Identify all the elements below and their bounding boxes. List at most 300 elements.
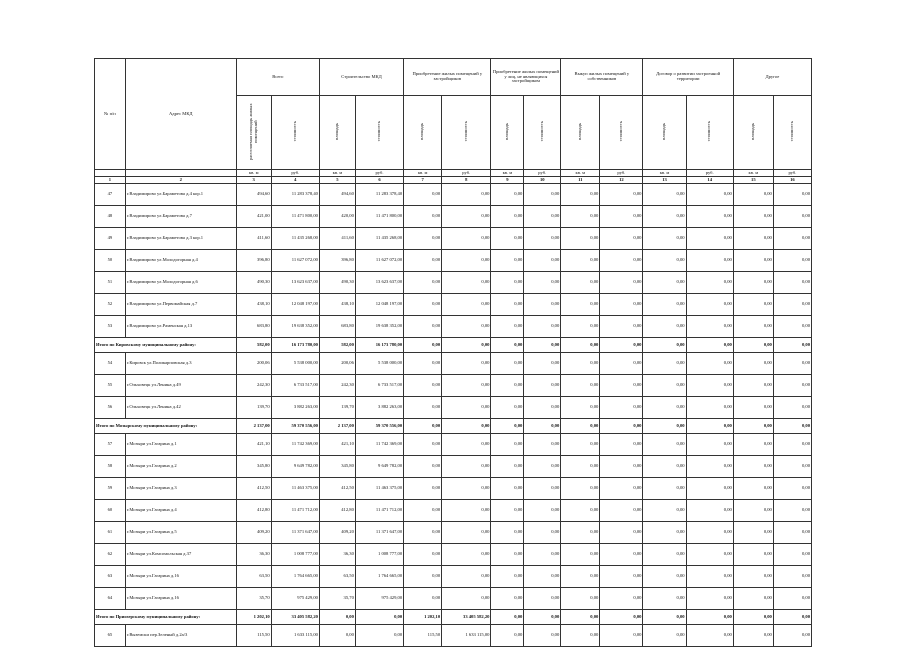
value-cell: 0,00 (773, 272, 811, 294)
value-cell: 438,10 (319, 294, 355, 316)
value-cell: 0,00 (643, 588, 686, 610)
value-cell: 0,00 (773, 544, 811, 566)
value-cell: 0,00 (686, 588, 733, 610)
value-cell: 0,00 (643, 566, 686, 588)
table-row (95, 397, 812, 419)
value-cell: 0,00 (643, 228, 686, 250)
subheader-area: площадь (561, 96, 600, 170)
table-row (95, 272, 812, 294)
value-cell: 63,50 (319, 566, 355, 588)
value-cell: 0,00 (733, 419, 773, 434)
value-cell: 0,00 (733, 353, 773, 375)
address-cell: г.Владимирово ул.Бараметова д.7 (125, 206, 236, 228)
value-cell: 0,00 (524, 500, 561, 522)
value-cell: 0,00 (773, 184, 811, 206)
subheader-cost: стоимость (442, 96, 491, 170)
unit-cell: руб. (773, 170, 811, 177)
value-cell: 12 048 197,00 (355, 294, 403, 316)
address-cell: г.Ольховецк ул.Ленина д.42 (125, 397, 236, 419)
value-cell: 0,00 (643, 397, 686, 419)
row-number-cell: 50 (95, 250, 126, 272)
value-cell: 0,00 (686, 338, 733, 353)
value-cell: 11 283 378,40 (355, 184, 403, 206)
value-cell: 11 371 647,00 (355, 522, 403, 544)
unit-cell: руб. (600, 170, 643, 177)
value-cell: 0,00 (524, 338, 561, 353)
value-cell: 0,00 (561, 625, 600, 647)
value-cell: 420,00 (319, 206, 355, 228)
value-cell: 0,00 (491, 588, 524, 610)
value-cell: 0,00 (491, 184, 524, 206)
value-cell: 0,00 (491, 544, 524, 566)
unit-cell (95, 170, 126, 177)
value-cell: 0,00 (442, 478, 491, 500)
value-cell: 200,06 (236, 353, 271, 375)
value-cell: 0,00 (561, 250, 600, 272)
unit-cell: кв. м (491, 170, 524, 177)
value-cell: 59 370 556,00 (355, 419, 403, 434)
value-cell: 0,00 (491, 294, 524, 316)
value-cell: 582,00 (236, 338, 271, 353)
value-cell: 0,00 (442, 294, 491, 316)
row-number-cell: 62 (95, 544, 126, 566)
table-row (95, 206, 812, 228)
value-cell: 683,80 (319, 316, 355, 338)
value-cell: 0,00 (733, 434, 773, 456)
subtotal-label: Итого по Мозырскому муниципальному району: (95, 419, 237, 434)
value-cell: 421,10 (236, 434, 271, 456)
value-cell: 0,00 (773, 338, 811, 353)
table-row (95, 250, 812, 272)
row-number-cell: 54 (95, 353, 126, 375)
value-cell: 0,00 (524, 206, 561, 228)
address-cell: г.Владимирово ул.Бараметова д.4 кор.1 (125, 184, 236, 206)
address-cell: г.Мозыри ул.Гагарина д.1 (125, 434, 236, 456)
subtotal-label: Итого по Приозерскому муниципальному району: (95, 610, 237, 625)
value-cell: 0,00 (404, 206, 442, 228)
value-cell: 0,00 (404, 338, 442, 353)
value-cell: 0,00 (442, 419, 491, 434)
resettlement-table (94, 58, 812, 647)
value-cell: 0,00 (404, 184, 442, 206)
unit-cell: кв. м (319, 170, 355, 177)
value-cell: 36,30 (319, 544, 355, 566)
column-number-cell: 7 (404, 177, 442, 184)
table-row (95, 375, 812, 397)
value-cell: 0,00 (600, 625, 643, 647)
value-cell: 1 202,10 (236, 610, 271, 625)
value-cell: 0,00 (643, 522, 686, 544)
value-cell: 0,00 (524, 610, 561, 625)
value-cell: 0,00 (643, 478, 686, 500)
value-cell: 11 627 072,00 (355, 250, 403, 272)
unit-cell: кв. м (236, 170, 271, 177)
value-cell: 9 649 782,00 (355, 456, 403, 478)
value-cell: 0,00 (561, 206, 600, 228)
value-cell: 0,00 (600, 500, 643, 522)
value-cell: 0,00 (442, 500, 491, 522)
value-cell: 0,00 (524, 272, 561, 294)
table-row (95, 625, 812, 647)
column-number-cell: 5 (319, 177, 355, 184)
value-cell: 0,00 (404, 397, 442, 419)
value-cell: 0,00 (491, 500, 524, 522)
value-cell: 0,00 (643, 250, 686, 272)
unit-cell: кв. м (404, 170, 442, 177)
header-group-other-purchase: Приобретение жилых помещений у лиц, не являющихся застройщиком (491, 59, 561, 96)
value-cell: 0,00 (733, 375, 773, 397)
address-cell: г.Мозыри ул.Гагарина д.2 (125, 456, 236, 478)
column-number-cell: 13 (643, 177, 686, 184)
value-cell: 0,00 (686, 206, 733, 228)
column-number-cell: 12 (600, 177, 643, 184)
value-cell: 0,00 (600, 184, 643, 206)
value-cell: 412,50 (236, 478, 271, 500)
unit-cell: кв. м (643, 170, 686, 177)
value-cell: 0,00 (733, 625, 773, 647)
value-cell: 490,30 (236, 272, 271, 294)
subtotal-row (95, 338, 812, 353)
table-row (95, 588, 812, 610)
value-cell: 5 538 000,00 (271, 353, 319, 375)
value-cell: 0,00 (773, 625, 811, 647)
value-cell: 0,00 (524, 228, 561, 250)
value-cell: 0,00 (686, 316, 733, 338)
value-cell: 0,00 (773, 316, 811, 338)
value-cell: 0,00 (404, 375, 442, 397)
value-cell: 0,00 (491, 316, 524, 338)
value-cell: 0,00 (491, 625, 524, 647)
value-cell: 0,00 (561, 522, 600, 544)
value-cell: 0,00 (561, 397, 600, 419)
value-cell: 494,60 (236, 184, 271, 206)
subheader-area: площадь (404, 96, 442, 170)
header-number: № п/п (95, 59, 126, 170)
column-number-cell: 14 (686, 177, 733, 184)
header-group-other: Другое (733, 59, 811, 96)
value-cell: 0,00 (404, 353, 442, 375)
value-cell: 0,00 (355, 625, 403, 647)
value-cell: 11 435 268,00 (355, 228, 403, 250)
value-cell: 0,00 (733, 566, 773, 588)
value-cell: 0,00 (491, 522, 524, 544)
header-group-developer-purchase: Приобретение жилых помещений у застройщиков (404, 59, 491, 96)
value-cell: 421,00 (236, 206, 271, 228)
value-cell: 0,00 (733, 610, 773, 625)
address-cell: г.Ольховецк ул.Ленина д.49 (125, 375, 236, 397)
value-cell: 0,00 (733, 250, 773, 272)
value-cell: 0,00 (524, 434, 561, 456)
row-number-cell: 48 (95, 206, 126, 228)
value-cell: 139,70 (319, 397, 355, 419)
value-cell: 0,00 (491, 397, 524, 419)
value-cell: 0,00 (404, 272, 442, 294)
value-cell: 0,00 (442, 588, 491, 610)
row-number-cell: 49 (95, 228, 126, 250)
value-cell: 0,00 (643, 184, 686, 206)
value-cell: 0,00 (686, 184, 733, 206)
value-cell: 0,00 (491, 419, 524, 434)
value-cell: 0,00 (733, 338, 773, 353)
column-number-cell: 15 (733, 177, 773, 184)
value-cell: 0,00 (524, 544, 561, 566)
value-cell: 0,00 (686, 250, 733, 272)
value-cell: 0,00 (733, 397, 773, 419)
header-group-development-agreement: Договор о развитии застроенной территории (643, 59, 733, 96)
value-cell: 1 764 665,00 (355, 566, 403, 588)
value-cell: 11 463 375,00 (355, 478, 403, 500)
value-cell: 0,00 (773, 566, 811, 588)
address-cell: г.Владимирово ул.Бараметова д.3 кор.1 (125, 228, 236, 250)
value-cell: 975 429,00 (271, 588, 319, 610)
value-cell: 411,60 (236, 228, 271, 250)
value-cell: 0,00 (733, 478, 773, 500)
value-cell: 2 137,00 (319, 419, 355, 434)
value-cell: 139,70 (236, 397, 271, 419)
header-group-construction: Строительство МКД (319, 59, 403, 96)
value-cell: 6 733 517,00 (355, 375, 403, 397)
value-cell: 345,80 (319, 456, 355, 478)
value-cell: 0,00 (442, 338, 491, 353)
value-cell: 0,00 (643, 500, 686, 522)
value-cell: 0,00 (643, 434, 686, 456)
value-cell: 0,00 (404, 456, 442, 478)
value-cell: 5 538 000,00 (355, 353, 403, 375)
column-number-cell: 9 (491, 177, 524, 184)
value-cell: 0,00 (524, 625, 561, 647)
address-cell: г.Мозыри ул.Гагарина д.16 (125, 566, 236, 588)
value-cell: 0,00 (561, 478, 600, 500)
value-cell: 0,00 (561, 353, 600, 375)
value-cell: 0,00 (733, 456, 773, 478)
value-cell: 0,00 (600, 228, 643, 250)
value-cell: 0,00 (733, 500, 773, 522)
column-number-cell: 3 (236, 177, 271, 184)
value-cell: 0,00 (686, 434, 733, 456)
value-cell: 0,00 (561, 228, 600, 250)
value-cell: 0,00 (442, 456, 491, 478)
value-cell: 0,00 (404, 228, 442, 250)
value-cell: 0,00 (773, 397, 811, 419)
value-cell: 0,00 (491, 206, 524, 228)
value-cell: 0,00 (643, 338, 686, 353)
value-cell: 9 649 782,00 (271, 456, 319, 478)
row-number-cell: 56 (95, 397, 126, 419)
table-row (95, 353, 812, 375)
value-cell: 115,50 (236, 625, 271, 647)
value-cell: 0,00 (733, 588, 773, 610)
value-cell: 0,00 (733, 184, 773, 206)
value-cell: 0,00 (442, 272, 491, 294)
value-cell: 0,00 (404, 544, 442, 566)
value-cell: 0,00 (442, 206, 491, 228)
value-cell: 409,20 (319, 522, 355, 544)
value-cell: 0,00 (686, 610, 733, 625)
value-cell: 396,80 (236, 250, 271, 272)
subheader-area: площадь (491, 96, 524, 170)
value-cell: 0,00 (442, 375, 491, 397)
unit-cell (125, 170, 236, 177)
value-cell: 16 173 780,00 (355, 338, 403, 353)
unit-cell: руб. (355, 170, 403, 177)
subtotal-row (95, 419, 812, 434)
address-cell: г.Выземски пер.Зеленый д.2а/3 (125, 625, 236, 647)
value-cell: 35,70 (236, 588, 271, 610)
value-cell: 0,00 (491, 353, 524, 375)
column-numbers-row (95, 177, 812, 184)
address-cell: г.Мозыри ул.Гагарина д.5 (125, 522, 236, 544)
row-number-cell: 64 (95, 588, 126, 610)
address-cell: г.Владимирово ул.Первомайская д.7 (125, 294, 236, 316)
value-cell: 0,00 (643, 544, 686, 566)
value-cell: 0,00 (600, 588, 643, 610)
subheader-cost: стоимость (355, 96, 403, 170)
value-cell: 0,00 (600, 206, 643, 228)
subtotal-label: Итого по Кировскому муниципальному району: (95, 338, 237, 353)
value-cell: 0,00 (600, 272, 643, 294)
value-cell: 0,00 (600, 610, 643, 625)
value-cell: 0,00 (491, 566, 524, 588)
value-cell: 0,00 (643, 456, 686, 478)
table-row (95, 456, 812, 478)
value-cell: 11 471 712,00 (271, 500, 319, 522)
value-cell: 0,00 (355, 610, 403, 625)
value-cell: 0,00 (686, 544, 733, 566)
value-cell: 19 638 352,00 (271, 316, 319, 338)
subheader-cost: стоимость (271, 96, 319, 170)
value-cell: 36,30 (236, 544, 271, 566)
value-cell: 200,06 (319, 353, 355, 375)
address-cell: г.Мозыри ул.Гагарина д.4 (125, 500, 236, 522)
value-cell: 33 405 582,20 (271, 610, 319, 625)
value-cell: 0,00 (733, 522, 773, 544)
value-cell: 0,00 (600, 434, 643, 456)
value-cell: 11 435 268,00 (271, 228, 319, 250)
value-cell: 0,00 (686, 500, 733, 522)
value-cell: 0,00 (524, 316, 561, 338)
value-cell: 12 048 197,00 (271, 294, 319, 316)
value-cell: 242,30 (319, 375, 355, 397)
value-cell: 0,00 (442, 316, 491, 338)
value-cell: 0,00 (643, 272, 686, 294)
value-cell: 115,50 (404, 625, 442, 647)
address-cell: г.Мозыри ул.Гагарина д.16 (125, 588, 236, 610)
value-cell: 0,00 (491, 338, 524, 353)
value-cell: 0,00 (491, 610, 524, 625)
value-cell: 0,00 (561, 419, 600, 434)
report-sheet (94, 58, 812, 647)
value-cell: 11 627 072,00 (271, 250, 319, 272)
subtotal-row (95, 610, 812, 625)
value-cell: 345,80 (236, 456, 271, 478)
value-cell: 0,00 (524, 419, 561, 434)
value-cell: 0,00 (600, 419, 643, 434)
value-cell: 0,00 (773, 588, 811, 610)
address-cell: г.Владимирово ул.Раменская д.13 (125, 316, 236, 338)
value-cell: 0,00 (600, 375, 643, 397)
value-cell: 11 742 369,00 (271, 434, 319, 456)
value-cell: 409,20 (236, 522, 271, 544)
row-number-cell: 55 (95, 375, 126, 397)
value-cell: 0,00 (561, 566, 600, 588)
value-cell: 0,00 (733, 544, 773, 566)
table-row (95, 478, 812, 500)
value-cell: 0,00 (773, 250, 811, 272)
row-number-cell: 58 (95, 456, 126, 478)
value-cell: 0,00 (686, 375, 733, 397)
column-number-cell: 6 (355, 177, 403, 184)
value-cell: 0,00 (561, 294, 600, 316)
address-cell: г.Владимирово ул.Молодогорная д.6 (125, 272, 236, 294)
table-row (95, 228, 812, 250)
value-cell: 0,00 (773, 375, 811, 397)
value-cell: 33 405 582,20 (442, 610, 491, 625)
address-cell: г.Владимирово ул.Молодогорная д.4 (125, 250, 236, 272)
value-cell: 0,00 (404, 522, 442, 544)
value-cell: 0,00 (442, 228, 491, 250)
subheader-cost: стоимость (524, 96, 561, 170)
value-cell: 0,00 (686, 625, 733, 647)
unit-cell: руб. (442, 170, 491, 177)
value-cell: 0,00 (600, 353, 643, 375)
value-cell: 1 633 115,00 (271, 625, 319, 647)
value-cell: 0,00 (404, 500, 442, 522)
value-cell: 35,70 (319, 588, 355, 610)
value-cell: 0,00 (643, 375, 686, 397)
value-cell: 1 202,10 (404, 610, 442, 625)
unit-cell: руб. (271, 170, 319, 177)
column-number-cell: 16 (773, 177, 811, 184)
value-cell: 11 463 375,00 (271, 478, 319, 500)
value-cell: 59 370 556,00 (271, 419, 319, 434)
value-cell: 412,80 (236, 500, 271, 522)
value-cell: 0,00 (643, 610, 686, 625)
row-number-cell: 53 (95, 316, 126, 338)
value-cell: 0,00 (561, 434, 600, 456)
value-cell: 0,00 (686, 419, 733, 434)
value-cell: 411,60 (319, 228, 355, 250)
row-number-cell: 52 (95, 294, 126, 316)
value-cell: 396,80 (319, 250, 355, 272)
column-number-cell: 10 (524, 177, 561, 184)
value-cell: 0,00 (773, 478, 811, 500)
value-cell: 975 429,00 (355, 588, 403, 610)
value-cell: 242,30 (236, 375, 271, 397)
address-cell: г.Кировск ул.Поликарповская д.3 (125, 353, 236, 375)
table-row (95, 544, 812, 566)
value-cell: 0,00 (561, 375, 600, 397)
value-cell: 0,00 (561, 184, 600, 206)
row-number-cell: 57 (95, 434, 126, 456)
value-cell: 0,00 (404, 316, 442, 338)
value-cell: 0,00 (491, 228, 524, 250)
row-number-cell: 63 (95, 566, 126, 588)
table-row (95, 294, 812, 316)
value-cell: 0,00 (600, 566, 643, 588)
value-cell: 0,00 (686, 456, 733, 478)
value-cell: 11 742 369,00 (355, 434, 403, 456)
value-cell: 0,00 (524, 522, 561, 544)
table-row (95, 434, 812, 456)
value-cell: 11 371 647,00 (271, 522, 319, 544)
table-row (95, 522, 812, 544)
value-cell: 1 764 665,00 (271, 566, 319, 588)
table-body (95, 184, 812, 647)
value-cell: 582,00 (319, 338, 355, 353)
value-cell: 11 471 712,00 (355, 500, 403, 522)
value-cell: 0,00 (442, 353, 491, 375)
value-cell: 0,00 (561, 272, 600, 294)
